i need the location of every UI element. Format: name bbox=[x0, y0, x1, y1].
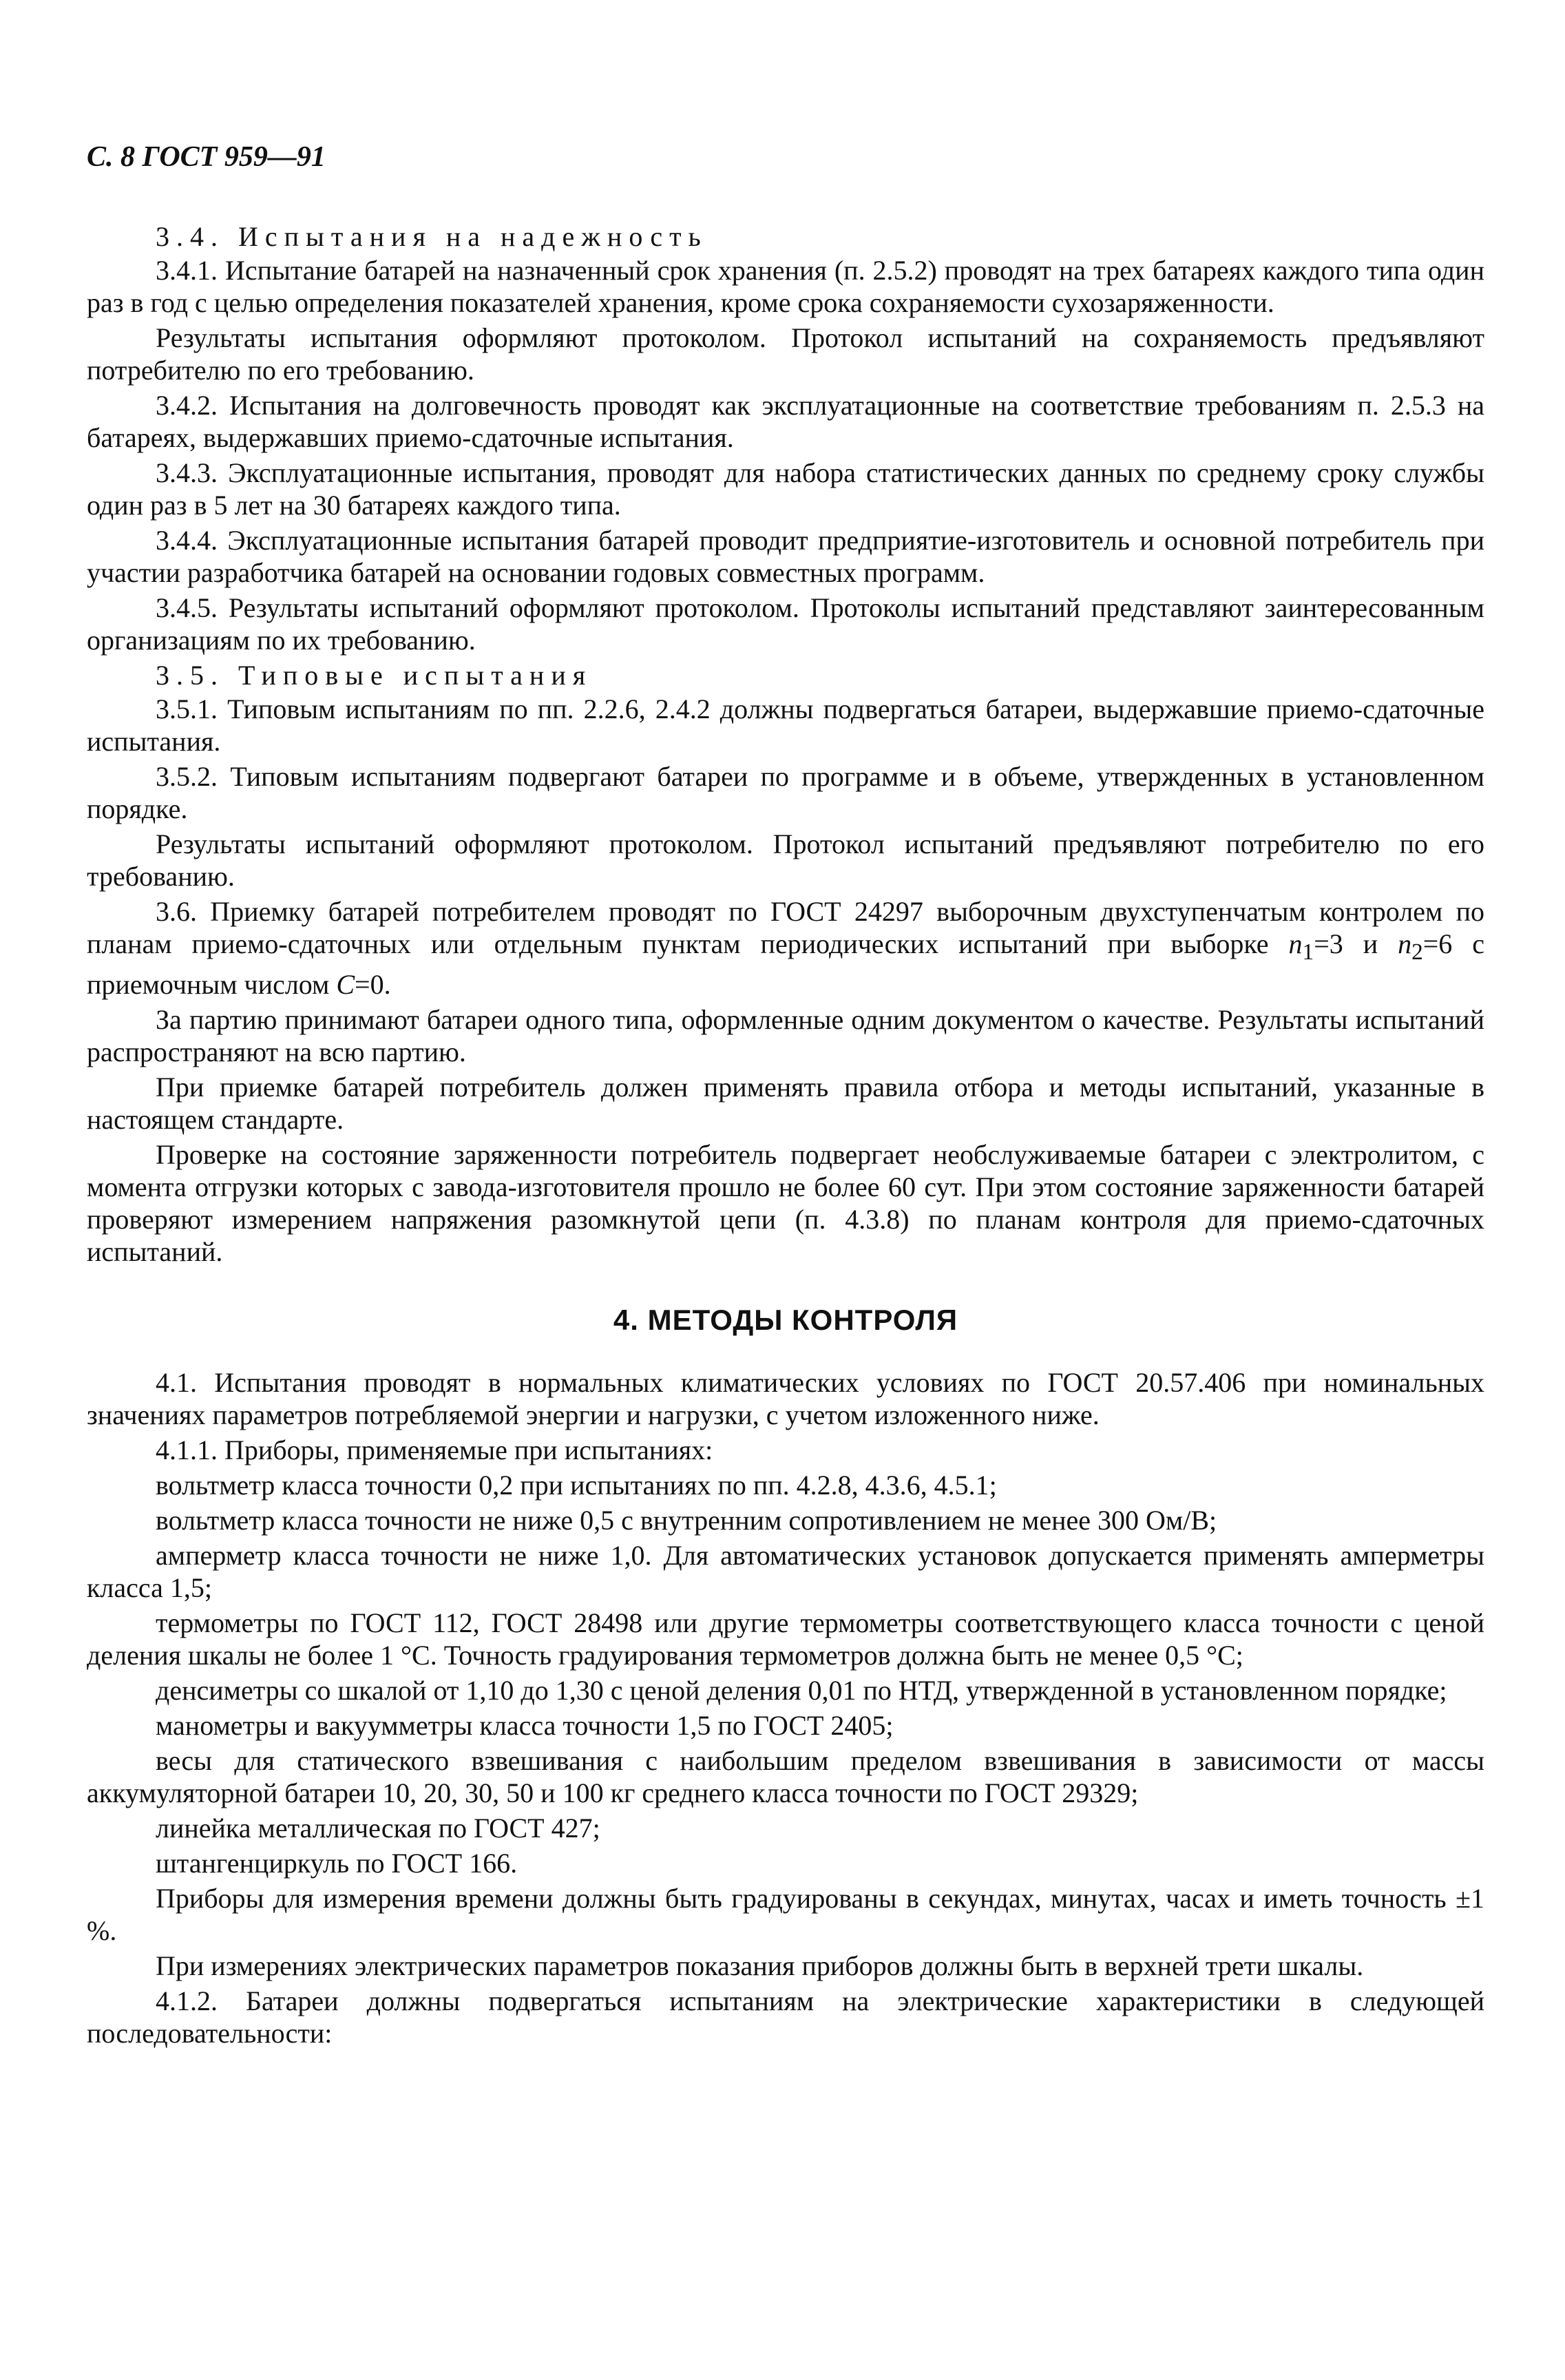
paragraph-3-5-2: 3.5.2. Типовым испытаниям подвергают батареи по программе и в объеме, утвержденных в установленном порядке. bbox=[87, 761, 1484, 824]
document-body bbox=[87, 220, 1484, 2052]
list-item: вольтметр класса точности 0,2 при испытаниях по пп. 4.2.8, 4.3.6, 4.5.1; bbox=[156, 1470, 997, 1501]
page-header: С. 8 ГОСТ 959—91 bbox=[87, 141, 326, 173]
paragraph-3-4-2: 3.4.2. Испытания на долговечность проводят как эксплуатационные на соответствие требованиям п. 2.5.3 на батареях, выдержавших приемо-сдаточные испытания. bbox=[87, 390, 1484, 453]
paragraph-3-5-2-results: Результаты испытаний оформляют протоколом. Протокол испытаний предъявляют потребителю по его требованию. bbox=[87, 828, 1484, 892]
paragraph-3-4-1-results: Результаты испытания оформляют протоколом. Протокол испытаний на сохраняемость предъявляют потребителю по его требованию. bbox=[87, 322, 1484, 386]
list-item: штангенциркуль по ГОСТ 166. bbox=[156, 1848, 518, 1879]
subscript-n2: 2 bbox=[1411, 939, 1423, 965]
section-heading-3-4: 3.4. Испытания на надежность bbox=[156, 221, 708, 252]
subscript-n1: 1 bbox=[1302, 939, 1314, 965]
paragraph-4-1: 4.1. Испытания проводят в нормальных климатических условиях по ГОСТ 20.57.406 при номинальных значениях параметров потребляемой энергии и нагрузки, с учетом изложенного ниже. bbox=[87, 1367, 1484, 1430]
paragraph-3-4-3: 3.4.3. Эксплуатационные испытания, проводят для набора статистических данных по среднему сроку службы один раз в 5 лет на 30 батареях каждого типа. bbox=[87, 457, 1484, 521]
list-item: денсиметры со шкалой от 1,10 до 1,30 с ценой деления 0,01 по НТД, утвержденной в установленном порядке; bbox=[156, 1675, 1447, 1706]
list-item: термометры по ГОСТ 112, ГОСТ 28498 или другие термометры соответствующего класса точности с ценой деления шкалы не более 1 °С. Точность градуирования термометров должна быть не менее 0,5 °С; bbox=[87, 1607, 1484, 1671]
list-item: линейка металлическая по ГОСТ 427; bbox=[156, 1813, 600, 1844]
paragraph-4-1-1: 4.1.1. Приборы, применяемые при испытаниях: bbox=[156, 1434, 713, 1465]
paragraph-time-instruments: Приборы для измерения времени должны быть градуированы в секундах, минутах, часах и иметь точность ±1 %. bbox=[87, 1883, 1484, 1946]
list-item: амперметр класса точности не ниже 1,0. Для автоматических установок допускается применять амперметры класса 1,5; bbox=[87, 1540, 1484, 1603]
paragraph-3-4-4: 3.4.4. Эксплуатационные испытания батарей проводит предприятие-изготовитель и основной потребитель при участии разработчика батарей на основании годовых совместных программ. bbox=[87, 525, 1484, 588]
variable-c: C bbox=[336, 969, 355, 1000]
paragraph-electrical-readings: При измерениях электрических параметров показания приборов должны быть в верхней трети шкалы. bbox=[156, 1950, 1364, 1981]
paragraph-3-6-batch: За партию принимают батареи одного типа, оформленные одним документом о качестве. Результаты испытаний распространяют на всю партию. bbox=[87, 1004, 1484, 1067]
paragraph-3-6-text-d: =0. bbox=[355, 969, 391, 1000]
paragraph-4-1-2: 4.1.2. Батареи должны подвергаться испытаниям на электрические характеристики в следующей последовательности: bbox=[87, 1985, 1484, 2049]
paragraph-3-6-text-b: =3 и bbox=[1314, 928, 1398, 959]
paragraph-3-4-1: 3.4.1. Испытание батарей на назначенный срок хранения (п. 2.5.2) проводят на трех батареях каждого типа один раз в год с целью определения показателей хранения, кроме срока сохраняемости сухозаряженности. bbox=[87, 255, 1484, 318]
paragraph-3-6-text-a: 3.6. Приемку батарей потребителем проводят по ГОСТ 24297 выборочным двухступенчатым контролем по планам приемо-сдаточных или отдельным пунктам периодических испытаний при выборке bbox=[87, 896, 1484, 959]
section-title-4: 4. МЕТОДЫ КОНТРОЛЯ bbox=[613, 1304, 958, 1336]
list-item: весы для статического взвешивания с наибольшим пределом взвешивания в зависимости от массы аккумуляторной батареи 10, 20, 30, 50 и 100 кг среднего класса точности по ГОСТ 29329; bbox=[87, 1745, 1484, 1808]
paragraph-3-5-1: 3.5.1. Типовым испытаниям по пп. 2.2.6, 2.4.2 должны подвергаться батареи, выдержавшие приемо-сдаточные испытания. bbox=[87, 693, 1484, 757]
paragraph-3-6-charge-check: Проверке на состояние заряженности потребитель подвергает необслуживаемые батареи с электролитом, с момента отгрузки которых с завода-изготовителя прошло не более 60 сут. При этом состояние заряженности батарей проверяют измерением напряжения разомкнутой цепи (п. 4.3.8) по планам контроля для приемо-сдаточных испытаний. bbox=[87, 1139, 1484, 1267]
variable-n2: n bbox=[1398, 928, 1412, 959]
section-heading-3-5: 3.5. Типовые испытания bbox=[156, 660, 593, 691]
paragraph-3-6-rules: При приемке батарей потребитель должен применять правила отбора и методы испытаний, указанные в настоящем стандарте. bbox=[87, 1072, 1484, 1135]
list-item: вольтметр класса точности не ниже 0,5 с внутренним сопротивлением не менее 300 Ом/В; bbox=[156, 1505, 1217, 1536]
variable-n1: n bbox=[1288, 928, 1303, 959]
list-item: манометры и вакуумметры класса точности 1,5 по ГОСТ 2405; bbox=[156, 1710, 894, 1741]
paragraph-3-6 bbox=[87, 895, 1484, 1001]
paragraph-3-6-text-c: =6 с приемочным числом bbox=[87, 928, 1485, 1000]
paragraph-3-4-5: 3.4.5. Результаты испытаний оформляют протоколом. Протоколы испытаний представляют заинтересованным организациям по их требованию. bbox=[87, 592, 1484, 656]
